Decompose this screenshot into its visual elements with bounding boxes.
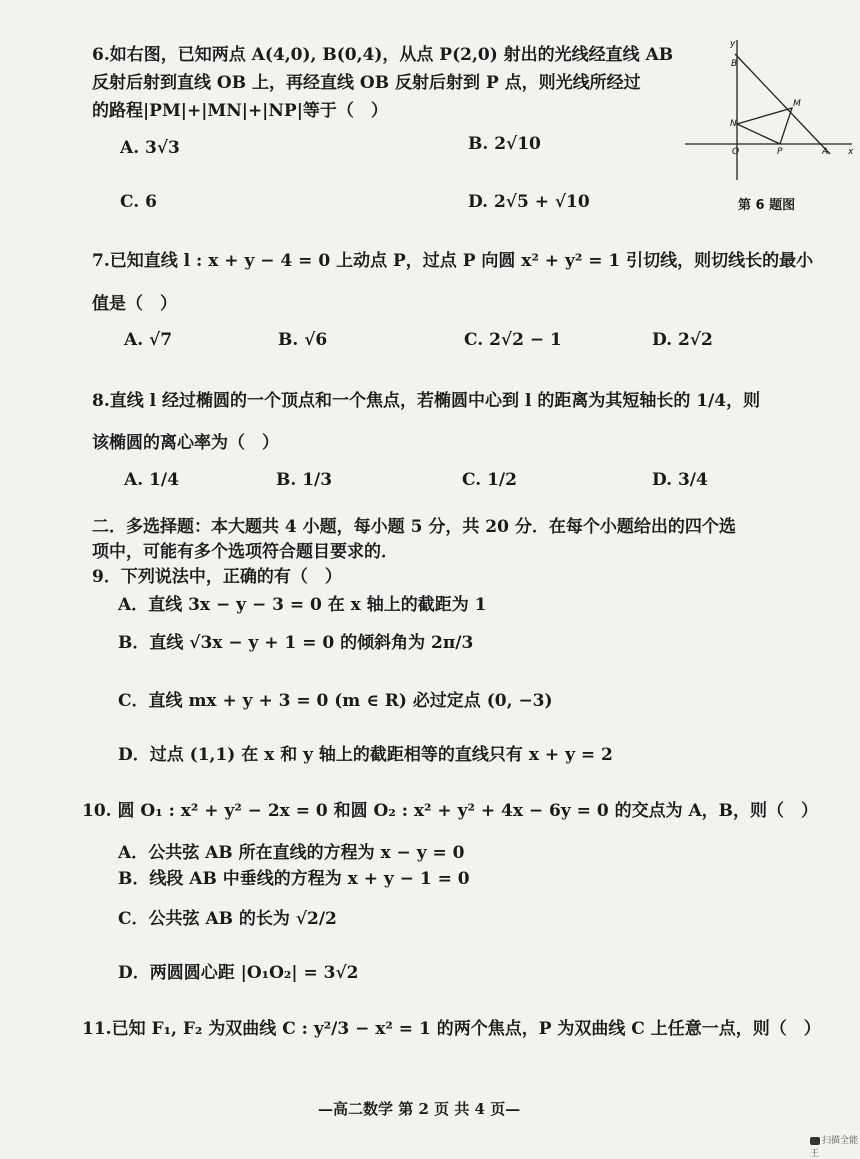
q8-option-c: C. 1/2 xyxy=(462,470,517,490)
q8-option-d: D. 3/4 xyxy=(652,470,708,490)
q9-option-c: C．直线 mx + y + 3 = 0 (m ∈ R) 必过定点 (0, −3) xyxy=(118,691,553,711)
q11-stem: 11.已知 F₁, F₂ 为双曲线 C : y²/3 − x² = 1 的两个焦点，P 为双曲线 C 上任意一点，则（ ） xyxy=(82,1019,821,1039)
q10-option-b: B．线段 AB 中垂线的方程为 x + y − 1 = 0 xyxy=(118,869,470,889)
q6-line2: 反射后射到直线 OB 上，再经直线 OB 反射后射到 P 点，则光线所经过 xyxy=(92,73,641,93)
q9-stem: 9．下列说法中，正确的有（ ） xyxy=(92,567,342,587)
label-a: A xyxy=(822,147,829,157)
label-x: x xyxy=(848,147,854,157)
q7-line2: 值是（ ） xyxy=(92,294,177,314)
q10-option-a: A．公共弦 AB 所在直线的方程为 x − y = 0 xyxy=(118,843,465,863)
label-p: P xyxy=(777,147,783,157)
scanner-logo-icon xyxy=(810,1137,820,1145)
page-footer: —高二数学 第 2 页 共 4 页— xyxy=(318,1100,521,1118)
q6-figure xyxy=(680,32,860,182)
q8-option-b: B. 1/3 xyxy=(276,470,333,490)
q9-option-d: D．过点 (1,1) 在 x 和 y 轴上的截距相等的直线只有 x + y = 2 xyxy=(118,745,613,765)
section2-line1: 二．多选择题：本大题共 4 小题，每小题 5 分，共 20 分．在每个小题给出的四个选 xyxy=(92,517,736,537)
q7-option-d: D. 2√2 xyxy=(652,330,713,350)
label-y: y xyxy=(730,39,736,49)
q6-line3: 的路程|PM|+|MN|+|NP|等于（ ） xyxy=(92,101,388,121)
section2-line2: 项中，可能有多个选项符合题目要求的． xyxy=(92,542,398,562)
q8-line1: 8.直线 l 经过椭圆的一个顶点和一个焦点，若椭圆中心到 l 的距离为其短轴长的 1/4，则 xyxy=(92,391,761,411)
figure-caption: 第 6 题图 xyxy=(738,198,796,213)
q6-option-d: D. 2√5 + √10 xyxy=(468,192,590,212)
line-ab xyxy=(735,54,830,154)
label-o: O xyxy=(732,147,740,157)
watermark-text: 扫描全能王 xyxy=(810,1136,859,1159)
label-n: N xyxy=(730,119,737,129)
q7-line1: 7.已知直线 l : x + y − 4 = 0 上动点 P，过点 P 向圆 x² + y² = 1 引切线，则切线长的最小 xyxy=(92,251,814,271)
q6-option-c: C. 6 xyxy=(120,192,157,212)
q9-option-a: A．直线 3x − y − 3 = 0 在 x 轴上的截距为 1 xyxy=(118,595,487,615)
q8-option-a: A. 1/4 xyxy=(124,470,179,490)
scanner-watermark xyxy=(810,1133,860,1159)
q10-option-c: C．公共弦 AB 的长为 √2/2 xyxy=(118,909,337,929)
label-m: M xyxy=(793,99,801,109)
q9-option-b: B．直线 √3x − y + 1 = 0 的倾斜角为 2π/3 xyxy=(118,633,474,653)
q7-option-c: C. 2√2 − 1 xyxy=(464,330,562,350)
label-b: B xyxy=(731,59,738,69)
q6-line1: 6.如右图，已知两点 A(4,0), B(0,4)，从点 P(2,0) 射出的光线经直线 AB xyxy=(92,45,674,65)
q10-stem: 10. 圆 O₁ : x² + y² − 2x = 0 和圆 O₂ : x² + y² + 4x − 6y = 0 的交点为 A，B，则（ ） xyxy=(82,801,819,821)
q6-option-a: A. 3√3 xyxy=(120,138,180,158)
q10-option-d: D．两圆圆心距 |O₁O₂| = 3√2 xyxy=(118,963,359,983)
q7-option-a: A. √7 xyxy=(124,330,173,350)
light-path xyxy=(737,108,792,144)
q6-option-b: B. 2√10 xyxy=(468,134,541,154)
q8-line2: 该椭圆的离心率为（ ） xyxy=(92,433,279,453)
q7-option-b: B. √6 xyxy=(278,330,328,350)
